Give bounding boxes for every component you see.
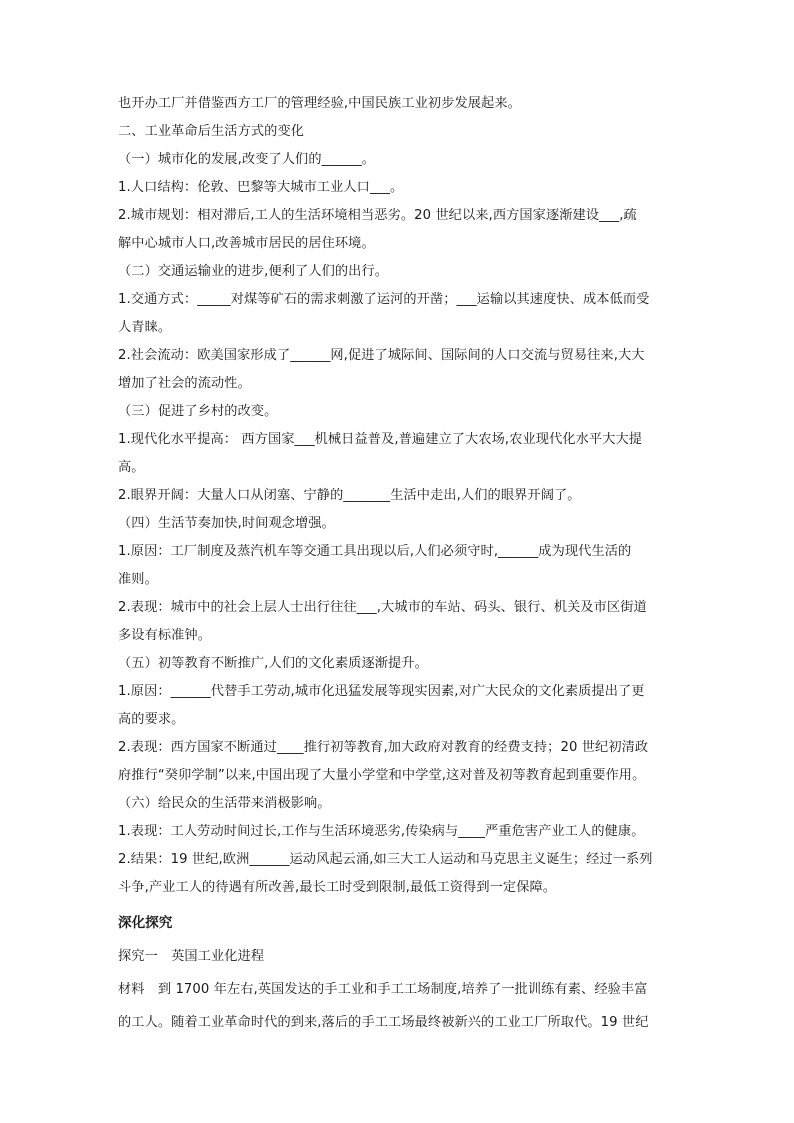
text-line: 解中心城市人口,改善城市居民的居住环境。	[118, 236, 375, 251]
section-heading: 深化探究	[118, 915, 173, 931]
text-line: 2.社会流动：欧美国家形成了______网,促进了城际间、国际间的人口交流与贸易往来,大大	[118, 348, 645, 363]
text-line: 人青睐。	[118, 320, 172, 335]
text-line: 1.现代化水平提高： 西方国家___机械日益普及,普遍建立了大农场,农业现代化水平大大提	[118, 432, 643, 447]
text-line: 也开办工厂并借鉴西方工厂的管理经验,中国民族工业初步发展起来。	[118, 96, 521, 111]
text-line: 2.城市规划：相对滞后,工人的生活环境相当恶劣。20 世纪以来,西方国家逐渐建设___,疏	[118, 208, 637, 223]
material-line: 的工人。随着工业革命时代的到来,落后的手工工场最终被新兴的工业工厂所取代。19 世纪	[118, 1015, 649, 1030]
text-line: 2.表现：西方国家不断通过____推行初等教育,加大政府对教育的经费支持；20 世纪初清政	[118, 740, 649, 755]
text-line: 1.表现：工人劳动时间过长,工作与生活环境恶劣,传染病与____严重危害产业工人的健康。	[118, 824, 645, 839]
text-line: 增加了社会的流动性。	[118, 376, 251, 391]
subsection-title: （一）城市化的发展,改变了人们的______。	[118, 152, 376, 167]
section-title: 二、工业革命后生活方式的变化	[118, 124, 305, 139]
document-page	[118, 90, 676, 1039]
text-line: 2.结果：19 世纪,欧洲______运动风起云涌,如三大工人运动和马克思主义诞生；经过一系列	[118, 852, 653, 867]
subsection-title: （六）给民众的生活带来消极影响。	[118, 796, 331, 811]
inquiry-title: 探究一 英国工业化进程	[118, 949, 265, 964]
text-line: 1.原因：工厂制度及蒸汽机车等交通工具出现以后,人们必须守时,______成为现代生活的	[118, 544, 632, 559]
subsection-title: （三）促进了乡村的改变。	[118, 404, 278, 419]
text-line: 1.交通方式：_____对煤等矿石的需求刺激了运河的开凿；___运输以其速度快、成本低而受	[118, 292, 650, 307]
text-line: 1.人口结构：伦敦、巴黎等大城市工业人口___。	[118, 180, 404, 195]
text-line: 府推行“癸卯学制”以来,中国出现了大量小学堂和中学堂,这对普及初等教育起到重要作用。	[118, 768, 646, 783]
text-line: 准则。	[118, 572, 158, 587]
text-line: 2.表现：城市中的社会上层人士出行往往___,大城市的车站、码头、银行、机关及市区街道	[118, 600, 647, 615]
text-line: 高的要求。	[118, 712, 185, 727]
text-line: 1.原因：______代替手工劳动,城市化迅猛发展等现实因素,对广大民众的文化素质提出了更	[118, 684, 645, 699]
subsection-title: （二）交通运输业的进步,便利了人们的出行。	[118, 264, 389, 279]
text-line: 2.眼界开阔：大量人口从闭塞、宁静的_______生活中走出,人们的眼界开阔了。	[118, 488, 581, 503]
text-line: 多设有标准钟。	[118, 628, 212, 643]
material-line: 材料 到 1700 年左右,英国发达的手工业和手工工场制度,培养了一批训练有素、经验丰富	[118, 982, 648, 997]
subsection-title: （四）生活节奏加快,时间观念增强。	[118, 516, 335, 531]
text-line: 斗争,产业工人的待遇有所改善,最长工时受到限制,最低工资得到一定保障。	[118, 880, 557, 895]
subsection-title: （五）初等教育不断推广,人们的文化素质逐渐提升。	[118, 656, 428, 671]
text-line: 高。	[118, 460, 145, 475]
